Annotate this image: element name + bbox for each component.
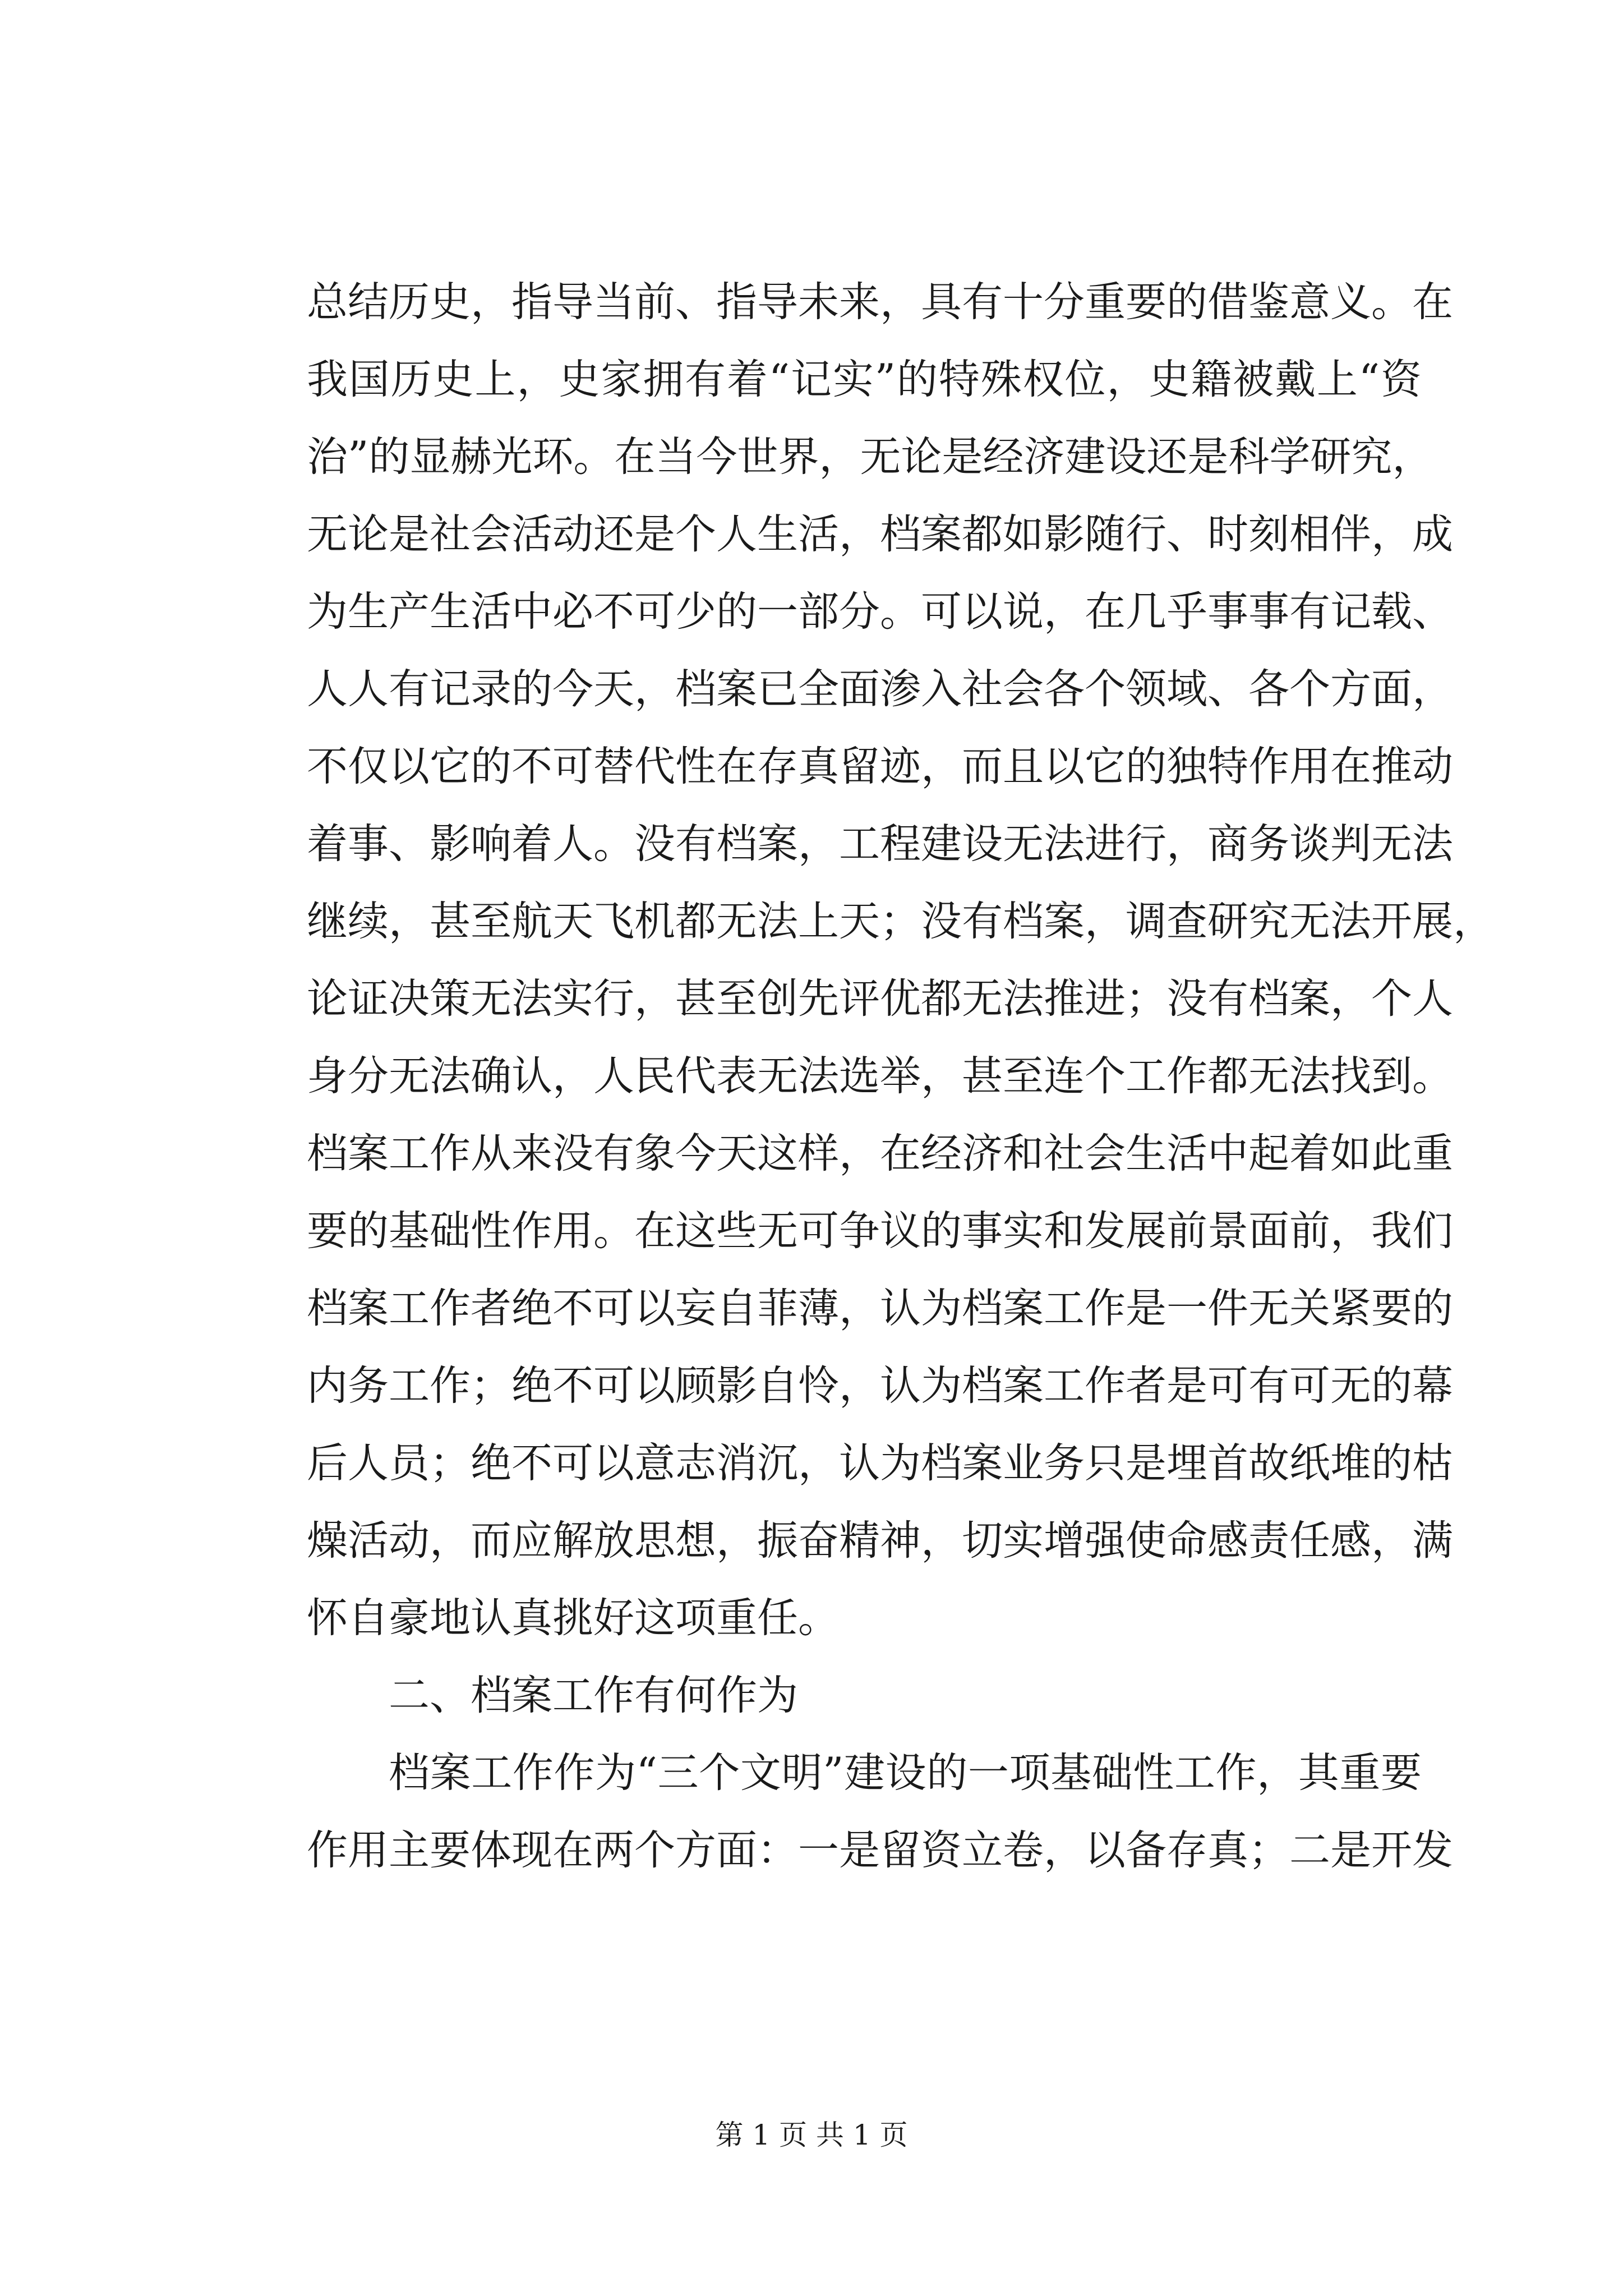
section-heading: 二、档案工作有何作为 bbox=[389, 1672, 798, 1719]
text-line: 继续，甚至航天飞机都无法上天；没有档案，调查研究无法开展， bbox=[307, 898, 1494, 945]
text-line: 着事、影响着人。没有档案，工程建设无法进行，商务谈判无法 bbox=[307, 820, 1453, 868]
text-line: 治”的显赫光环。在当今世界，无论是经济建设还是科学研究， bbox=[307, 433, 1433, 481]
text-line: 怀自豪地认真挑好这项重任。 bbox=[307, 1594, 839, 1642]
text-line: 人人有记录的今天，档案已全面渗入社会各个领域、各个方面， bbox=[307, 665, 1453, 713]
body-text bbox=[307, 264, 1494, 1889]
text-line: 燥活动，而应解放思想，振奋精神，切实增强使命感责任感，满 bbox=[307, 1517, 1453, 1565]
page-footer: 第 1 页 共 1 页 bbox=[715, 2119, 908, 2151]
text-line: 内务工作；绝不可以顾影自怜，认为档案工作者是可有可无的幕 bbox=[307, 1362, 1453, 1410]
text-line: 总结历史，指导当前、指导未来，具有十分重要的借鉴意义。在 bbox=[307, 278, 1453, 326]
text-line: 身分无法确认，人民代表无法选举，甚至连个工作都无法找到。 bbox=[307, 1052, 1453, 1100]
text-line: 档案工作从来没有象今天这样，在经济和社会生活中起着如此重 bbox=[307, 1130, 1453, 1177]
text-line: 无论是社会活动还是个人生活，档案都如影随行、时刻相伴，成 bbox=[307, 510, 1453, 558]
text-line: 档案工作者绝不可以妄自菲薄，认为档案工作是一件无关紧要的 bbox=[307, 1285, 1453, 1332]
text-line: 不仅以它的不可替代性在存真留迹，而且以它的独特作用在推动 bbox=[307, 743, 1453, 790]
text-line: 作用主要体现在两个方面：一是留资立卷，以备存真；二是开发 bbox=[307, 1826, 1453, 1874]
text-line: 后人员；绝不可以意志消沉，认为档案业务只是埋首故纸堆的枯 bbox=[307, 1439, 1453, 1487]
text-line: 要的基础性作用。在这些无可争议的事实和发展前景面前，我们 bbox=[307, 1207, 1453, 1255]
text-line: 我国历史上，史家拥有着“记实”的特殊权位，史籍被戴上“资 bbox=[307, 356, 1422, 403]
text-line: 档案工作作为“三个文明”建设的一项基础性工作，其重要 bbox=[389, 1749, 1422, 1797]
text-line: 论证决策无法实行，甚至创先评优都无法推进；没有档案，个人 bbox=[307, 975, 1453, 1023]
text-line: 为生产生活中必不可少的一部分。可以说，在几乎事事有记载、 bbox=[307, 588, 1453, 636]
